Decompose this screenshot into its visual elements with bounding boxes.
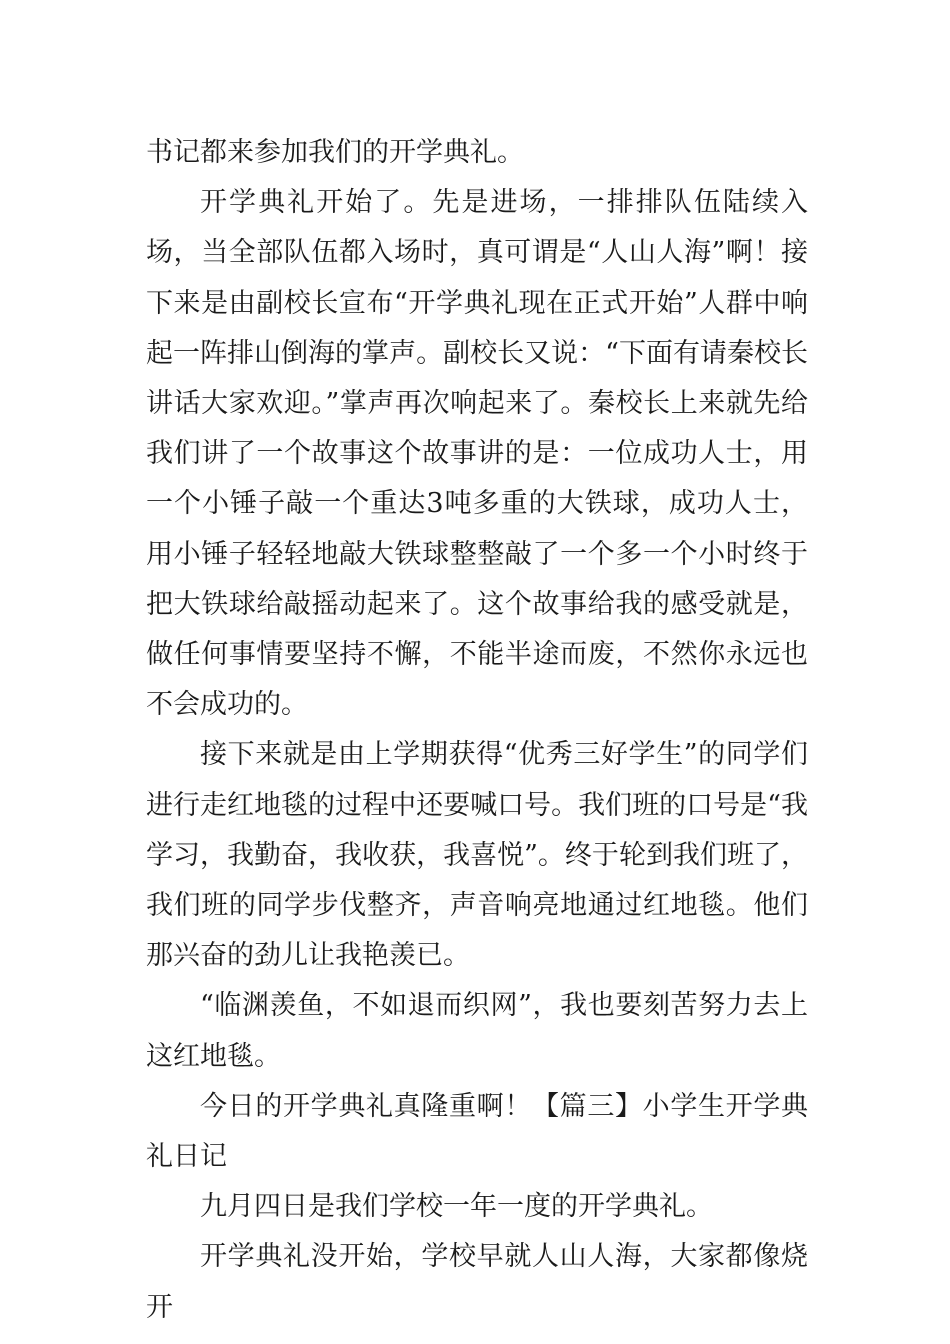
document-body — [146, 128, 808, 1333]
paragraph-1: 书记都来参加我们的开学典礼。 — [146, 137, 524, 168]
paragraph-4: “临渊羡鱼，不如退而织网”，我也要刻苦努力去上这红地毯。 — [146, 990, 808, 1072]
paragraph-5: 今日的开学典礼真隆重啊！【篇三】小学生开学典礼日记 — [146, 1090, 808, 1173]
paragraph-6: 九月四日是我们学校一年一度的开学典礼。 — [200, 1191, 713, 1223]
paragraph-7: 开学典礼没开始，学校早就人山人海，大家都像烧开 — [146, 1241, 808, 1323]
paragraph-3: 接下来就是由上学期获得“优秀三好学生”的同学们进行走红地毯的过程中还要喊口号。我们班的口号是“我学习，我勤奋，我收获，我喜悦”。终于轮到我们班了，我们班的同学步伐整齐，声音响亮地通过红地毯。他们那兴奋的劲儿让我艳羡已。 — [146, 739, 808, 972]
paragraph-2: 开学典礼开始了。先是进场，一排排队伍陆续入场，当全部队伍都入场时，真可谓是“人山人海”啊！接下来是由副校长宣布“开学典礼现在正式开始”人群中响起一阵排山倒海的掌声。副校长又说：“下面有请秦校长讲话大家欢迎。”掌声再次响起来了。秦校长上来就先给我们讲了一个故事这个故事讲的是：一位成功人士，用一个小锤子敲一个重达3吨多重的大铁球，成功人士，用小锤子轻轻地敲大铁球整整敲了一个多一个小时终于把大铁球给敲摇动起来了。这个故事给我的感受就是，做任何事情要坚持不懈，不能半途而废，不然你永远也不会成功的。 — [146, 187, 808, 721]
